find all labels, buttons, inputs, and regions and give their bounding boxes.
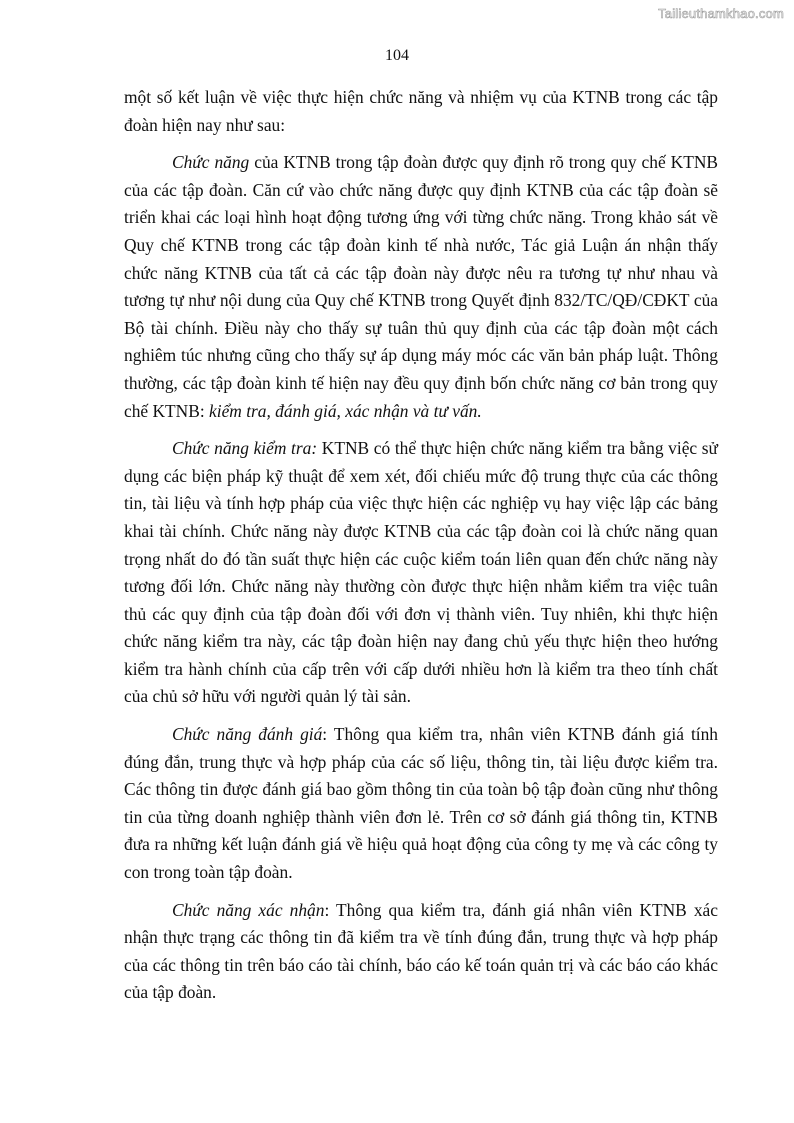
paragraph-lead: Chức năng xác nhận — [172, 899, 325, 920]
paragraph-text: một số kết luận về việc thực hiện chức năng và nhiệm vụ của KTNB trong các tập đoàn hiện nay như sau: — [124, 87, 718, 135]
paragraph-lead: Chức năng — [172, 152, 250, 173]
paragraph-intro — [124, 84, 718, 139]
paragraph-confirmation-function — [124, 897, 718, 1007]
page-number: 104 — [385, 47, 409, 64]
paragraph-function — [124, 149, 718, 425]
watermark: Tailieuthamkhao.com — [658, 6, 784, 21]
paragraph-inspection-function — [124, 435, 718, 711]
paragraph-text: : Thông qua kiểm tra, nhân viên KTNB đánh giá tính đúng đắn, trung thực và hợp pháp của các số liệu, thông tin, tài liệu được kiểm tra. Các thông tin được đánh giá bao gồm thông tin của toàn bộ tập đoàn cũng như thông tin của từng doanh nghiệp thành viên đơn lẻ. Trên cơ sở đánh giá thông tin, KTNB đưa ra những kết luận đánh giá về hiệu quả hoạt động của công ty mẹ và các công ty con trong toàn tập đoàn. — [124, 724, 718, 883]
paragraph-text: của KTNB trong tập đoàn được quy định rõ trong quy chế KTNB của các tập đoàn. Căn cứ vào chức năng được quy định KTNB của các tập đoàn sẽ triển khai các loại hình hoạt động tương ứng với từng chức năng. Trong khảo sát về Quy chế KTNB trong các tập đoàn kinh tế nhà nước, Tác giả Luận án nhận thấy chức năng KTNB của tất cả các tập đoàn này được nêu ra tương tự như nhau và tương tự như nội dung của Quy chế KTNB trong Quyết định 832/TC/QĐ/CĐKT của Bộ tài chính. Điều này cho thấy sự tuân thủ quy định của các tập đoàn một cách nghiêm túc nhưng cũng cho thấy sự áp dụng máy móc các văn bản pháp luật. Thông thường, các tập đoàn kinh tế hiện nay đều quy định bốn chức năng cơ bản trong quy chế KTNB: — [124, 152, 718, 421]
paragraph-lead: Chức năng kiểm tra: — [172, 438, 318, 459]
paragraph-tail: kiểm tra, đánh giá, xác nhận và tư vấn. — [209, 400, 482, 421]
paragraph-text: KTNB có thể thực hiện chức năng kiểm tra bằng việc sử dụng các biện pháp kỹ thuật để xem xét, đối chiếu mức độ trung thực của các thông tin, tài liệu và tính hợp pháp của việc thực hiện các nghiệp vụ hay việc lập các bảng khai tài chính. Chức năng này được KTNB của các tập đoàn coi là chức năng quan trọng nhất do đó tần suất thực hiện các cuộc kiểm toán liên quan đến chức năng này tương đối lớn. Chức năng này thường còn được thực hiện nhằm kiểm tra việc tuân thủ các quy định của tập đoàn đối với đơn vị thành viên. Tuy nhiên, khi thực hiện chức năng kiểm tra này, các tập đoàn hiện nay đang chủ yếu thực hiện theo hướng kiểm tra hành chính của cấp trên với cấp dưới nhiều hơn là kiểm tra theo tính chất của chủ sở hữu với người quản lý tài sản. — [124, 438, 718, 707]
document-body — [124, 84, 718, 1017]
paragraph-evaluation-function — [124, 721, 718, 887]
paragraph-text: : Thông qua kiểm tra, đánh giá nhân viên KTNB xác nhận thực trạng các thông tin đã kiểm tra về tính đúng đắn, trung thực và hợp pháp của các thông tin trên báo cáo tài chính, báo cáo kế toán quản trị và các báo cáo khác của tập đoàn. — [124, 899, 718, 1003]
paragraph-lead: Chức năng đánh giá — [172, 724, 323, 745]
